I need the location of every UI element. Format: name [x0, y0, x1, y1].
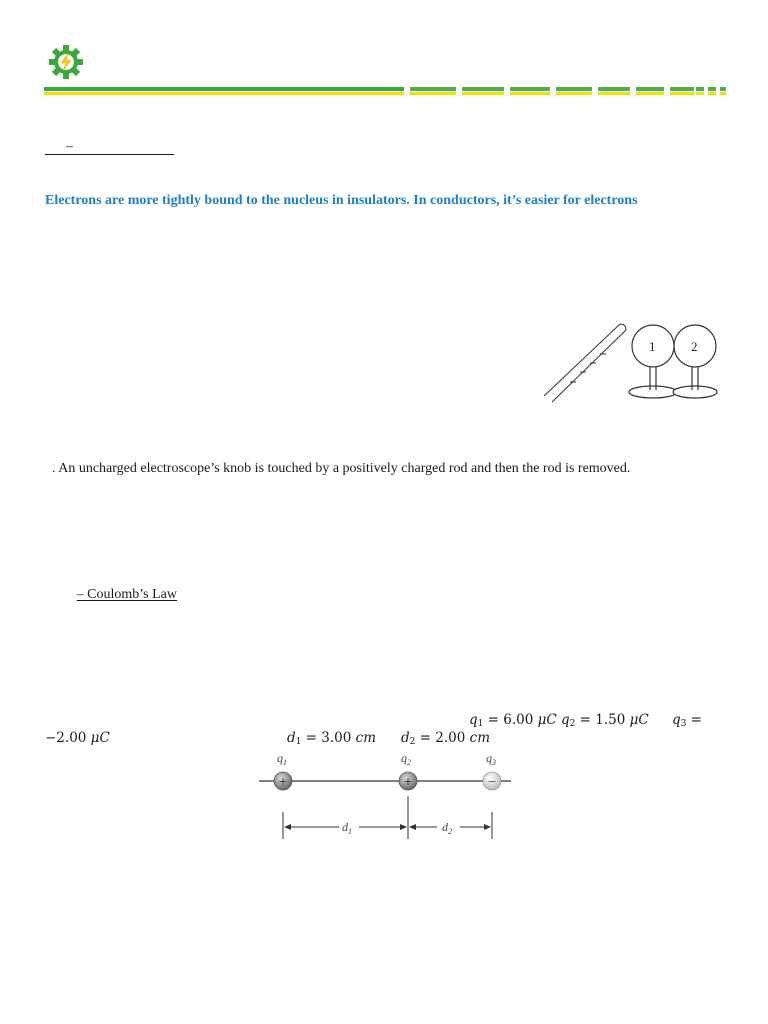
section-heading-underline — [45, 154, 174, 155]
label-q2: $q_2$ — [401, 751, 411, 767]
sphere-2 — [673, 325, 717, 398]
label-q1: $q_1$ — [277, 751, 287, 767]
charge-q3-marker — [483, 772, 501, 790]
electroscope-question: . An uncharged electroscope’s knob is touched by a positively charged rod and then the rod is removed. — [52, 461, 631, 476]
charge-q2: $q_2 = 1.50$ μC — [561, 712, 649, 729]
distance-d1: $d_1 = 3.00$ cm — [287, 730, 377, 747]
sphere-1 — [629, 325, 677, 398]
charge-q2-marker — [399, 772, 417, 790]
svg-text:+: + — [403, 775, 413, 788]
dimension-lines — [283, 796, 492, 839]
answer-text: Electrons are more tightly bound to the nucleus in insulators. In conductors, it’s easier for electrons — [45, 193, 638, 208]
header-divider — [44, 86, 732, 98]
charge-q1: $q_1 = 6.00$ μC — [469, 712, 557, 729]
dim-label-d2: $d_2$ — [442, 820, 452, 836]
charged-rod — [544, 324, 626, 402]
svg-text:+: + — [278, 775, 288, 788]
distance-d2: $d_2 = 2.00$ cm — [401, 730, 491, 747]
point-charges-figure — [255, 744, 517, 844]
section-heading-2: – Coulomb’s Law — [76, 587, 177, 602]
gear-lightning-icon — [48, 44, 84, 80]
section-heading-1: – — [66, 139, 73, 154]
dim-label-d1: $d_1$ — [342, 820, 352, 836]
charged-rod-spheres-figure — [540, 316, 724, 406]
label-q3: $q_3$ — [486, 751, 496, 767]
charge-q3-value: −2.00 μC — [45, 730, 110, 746]
sphere-1-label: 1 — [649, 339, 656, 354]
charge-q1-marker — [274, 772, 292, 790]
svg-text:−: − — [487, 775, 497, 788]
sphere-2-label: 2 — [691, 339, 698, 354]
charge-q3: $q_3$ = — [672, 712, 702, 729]
